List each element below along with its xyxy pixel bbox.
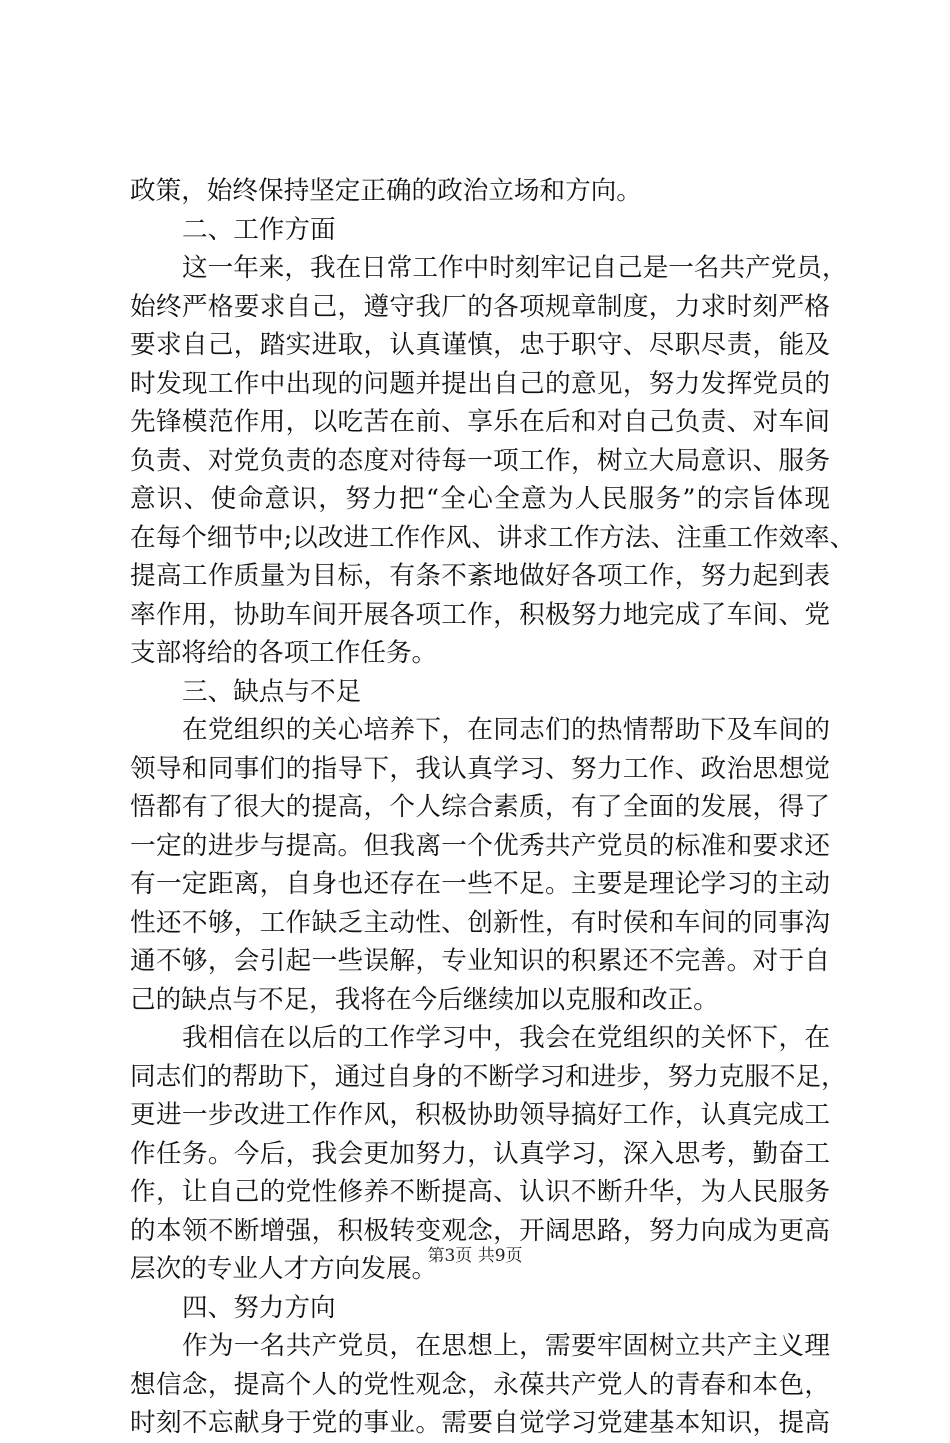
text-line: 作，让自己的党性修养不断提高、认识不断升华，为人民服务 bbox=[130, 1177, 830, 1207]
text-line: 支部将给的各项工作任务。 bbox=[130, 638, 438, 668]
section-heading-direction: 四、努力方向 bbox=[182, 1292, 336, 1323]
text-line: 作为一名共产党员，在思想上，需要牢固树立共产主义理 bbox=[182, 1331, 830, 1361]
text-line: 这一年来，我在日常工作中时刻牢记自己是一名共产党员， bbox=[182, 253, 848, 283]
text-line: 负责、对党负责的态度对待每一项工作，树立大局意识、服务 bbox=[130, 445, 830, 476]
text-line: 提高工作质量为目标，有条不紊地做好各项工作，努力起到表 bbox=[130, 561, 830, 591]
text-line: 作任务。今后，我会更加努力，认真学习，深入思考，勤奋工 bbox=[130, 1138, 830, 1169]
text-line: 在每个细节中;以改进工作作风、讲求工作方法、注重工作效率、 bbox=[130, 522, 856, 553]
text-line: 在党组织的关心培养下，在同志们的热情帮助下及车间的 bbox=[182, 715, 830, 745]
text-line: 同志们的帮助下，通过自身的不断学习和进步，努力克服不足， bbox=[130, 1061, 847, 1092]
text-line: 想信念，提高个人的党性观念，永葆共产党人的青春和本色， bbox=[130, 1369, 830, 1400]
text-line: 更进一步改进工作作风，积极协助领导搞好工作，认真完成工 bbox=[130, 1100, 830, 1130]
text-line: 己的缺点与不足，我将在今后继续加以克服和改正。 bbox=[130, 984, 719, 1015]
text-line: 始终严格要求自己，遵守我厂的各项规章制度，力求时刻严格 bbox=[130, 291, 830, 322]
text-line: 先锋模范作用，以吃苦在前、享乐在后和对自己负责、对车间 bbox=[130, 407, 830, 437]
text-line: 悟都有了很大的提高，个人综合素质，有了全面的发展，得了 bbox=[130, 792, 830, 822]
text-line: 我相信在以后的工作学习中，我会在党组织的关怀下，在 bbox=[182, 1023, 830, 1053]
text-line: 政策，始终保持坚定正确的政治立场和方向。 bbox=[130, 176, 642, 206]
text-line: 领导和同事们的指导下，我认真学习、努力工作、政治思想觉 bbox=[130, 753, 830, 784]
text-line: 率作用，协助车间开展各项工作，积极努力地完成了车间、党 bbox=[130, 599, 830, 630]
section-heading-work: 二、工作方面 bbox=[182, 214, 336, 245]
text-line: 时刻不忘献身于党的事业。需要自觉学习党建基本知识，提高 bbox=[130, 1408, 830, 1438]
text-line: 的本领不断增强，积极转变观念，开阔思路，努力向成为更高 bbox=[130, 1215, 830, 1246]
page-number-footer: 第3页 共9页 bbox=[427, 1246, 523, 1266]
text-line: 层次的专业人才方向发展。 bbox=[130, 1254, 438, 1284]
text-line: 有一定距离，自身也还存在一些不足。主要是理论学习的主动 bbox=[130, 869, 830, 899]
text-line: 意识、使命意识，努力把“全心全意为人民服务”的宗旨体现 bbox=[130, 484, 830, 514]
text-line: 一定的进步与提高。但我离一个优秀共产党员的标准和要求还 bbox=[130, 830, 830, 861]
section-heading-shortcomings: 三、缺点与不足 bbox=[182, 676, 362, 707]
text-line: 性还不够，工作缺乏主动性、创新性，有时侯和车间的同事沟 bbox=[130, 907, 830, 938]
text-line: 时发现工作中出现的问题并提出自己的意见，努力发挥党员的 bbox=[130, 368, 830, 399]
text-line: 要求自己，踏实进取，认真谨慎，忠于职守、尽职尽责，能及 bbox=[130, 330, 830, 360]
text-line: 通不够，会引起一些误解，专业知识的积累还不完善。对于自 bbox=[130, 946, 830, 976]
